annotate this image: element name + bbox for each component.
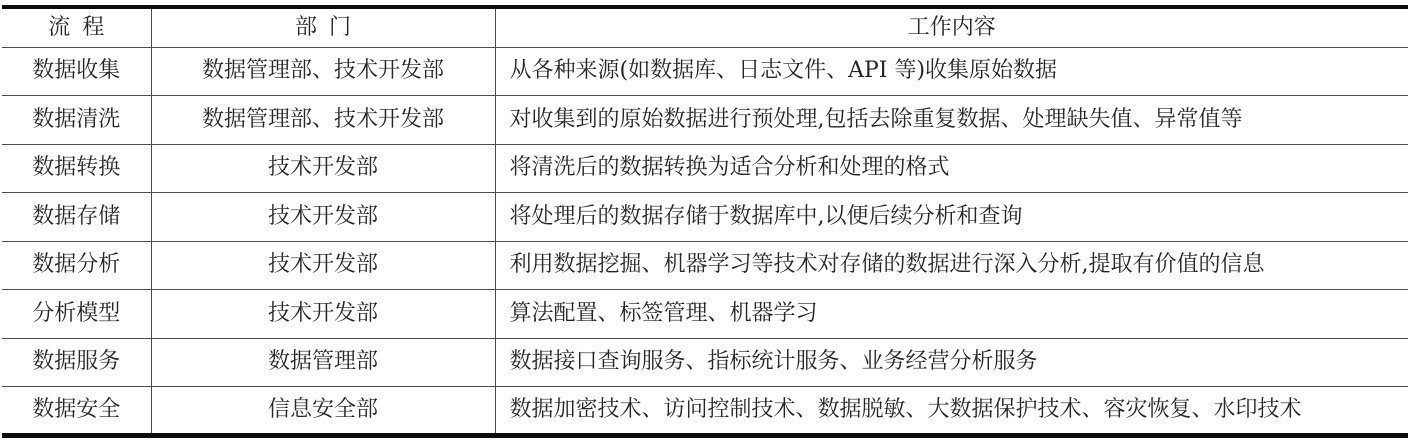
- cell-department: 信息安全部: [151, 387, 495, 436]
- cell-process: 数据安全: [2, 387, 151, 436]
- cell-department: 数据管理部、技术开发部: [151, 96, 495, 145]
- table-row: [2, 144, 1408, 193]
- process-department-table: [2, 5, 1408, 438]
- cell-process: 数据分析: [2, 241, 151, 290]
- cell-content: 从各种来源(如数据库、日志文件、API 等)收集原始数据: [495, 47, 1408, 96]
- cell-content: 数据接口查询服务、指标统计服务、业务经营分析服务: [495, 338, 1408, 387]
- cell-process: 数据存储: [2, 193, 151, 242]
- cell-process: 数据服务: [2, 338, 151, 387]
- header-row: [2, 7, 1408, 47]
- cell-process: 数据转换: [2, 144, 151, 193]
- cell-content: 数据加密技术、访问控制技术、数据脱敏、大数据保护技术、容灾恢复、水印技术: [495, 387, 1408, 436]
- table-row: [2, 338, 1408, 387]
- table-header: [2, 7, 1408, 47]
- table-row: [2, 193, 1408, 242]
- table-row: [2, 96, 1408, 145]
- column-header-department: 部门: [151, 7, 495, 47]
- cell-content: 对收集到的原始数据进行预处理,包括去除重复数据、处理缺失值、异常值等: [495, 96, 1408, 145]
- table-row: [2, 290, 1408, 339]
- column-header-process: 流程: [48, 14, 117, 40]
- cell-department: 技术开发部: [151, 241, 495, 290]
- cell-content: 将清洗后的数据转换为适合分析和处理的格式: [495, 144, 1408, 193]
- table-row: [2, 47, 1408, 96]
- cell-department: 技术开发部: [151, 193, 495, 242]
- table-body: [2, 47, 1408, 435]
- cell-department: 数据管理部: [151, 338, 495, 387]
- cell-content: 将处理后的数据存储于数据库中,以便后续分析和查询: [495, 193, 1408, 242]
- cell-department: 技术开发部: [151, 144, 495, 193]
- cell-content: 利用数据挖掘、机器学习等技术对存储的数据进行深入分析,提取有价值的信息: [495, 241, 1408, 290]
- table-row: [2, 387, 1408, 436]
- cell-process: 数据收集: [2, 47, 151, 96]
- cell-content: 算法配置、标签管理、机器学习: [495, 290, 1408, 339]
- table-row: [2, 241, 1408, 290]
- cell-process: 数据清洗: [2, 96, 151, 145]
- cell-department: 技术开发部: [151, 290, 495, 339]
- cell-department: 数据管理部、技术开发部: [151, 47, 495, 96]
- column-header-content: 工作内容: [495, 7, 1408, 47]
- cell-process: 分析模型: [2, 290, 151, 339]
